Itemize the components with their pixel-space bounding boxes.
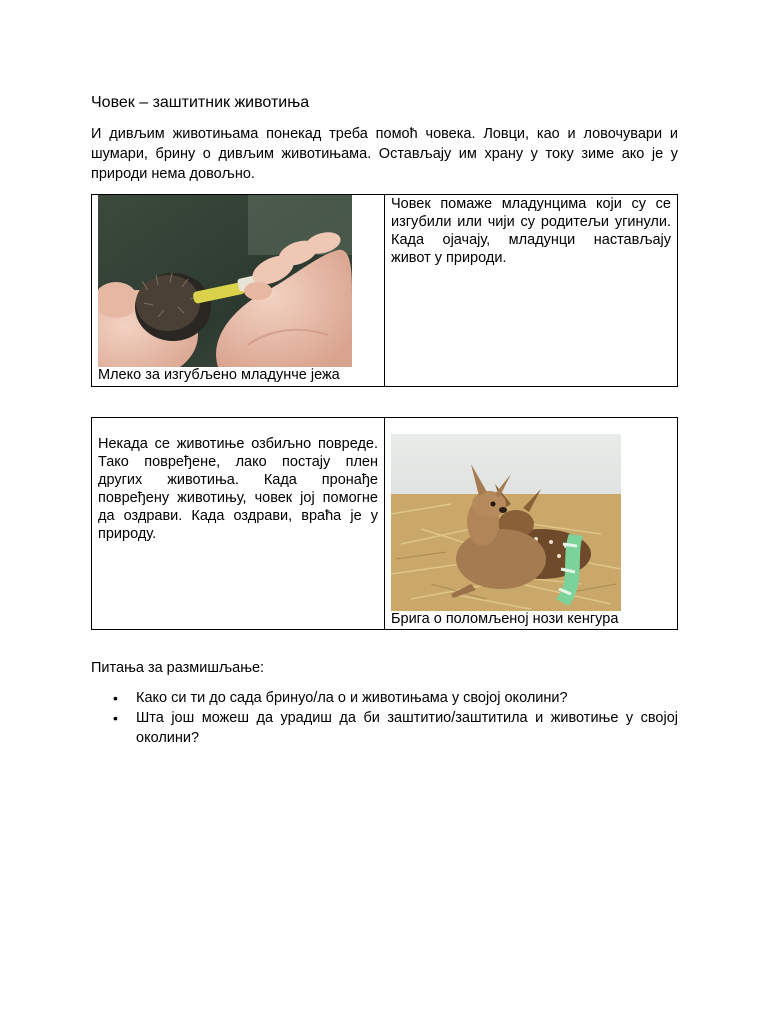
- questions-list: [91, 688, 678, 748]
- text-cell-fawn: [92, 418, 385, 630]
- photo-cell-hedgehog: [92, 195, 385, 387]
- bullet-icon: •: [113, 710, 118, 726]
- hedgehog-description: Човек помаже младунцима који су се изгубили или чији су родитељи угинули. Када ојачају, младунци настављају живот у природи.: [391, 196, 671, 266]
- hedgehog-photo-caption: Млеко за изгубљено младунче јежа: [98, 367, 340, 383]
- question-text: Шта још можеш да урадиш да би заштитио/заштитила и животиње у својој околини?: [136, 710, 678, 746]
- intro-paragraph: И дивљим животињама понекад треба помоћ човека. Ловци, као и ловочувари и шумари, брину о дивљим животињама. Остављају им храну у току зиме ако је у природи нема довољно.: [91, 126, 678, 182]
- list-item: [91, 708, 678, 748]
- question-text: Како си ти до сада бринуо/ла о и животињама у својој околини?: [136, 690, 568, 706]
- questions-heading: Питања за размишљање:: [91, 660, 265, 676]
- text-cell-hedgehog: [385, 195, 678, 387]
- hedgehog-feeding-photo: [98, 195, 352, 367]
- page-title: Човек – заштитник животиња: [91, 94, 310, 111]
- fawn-photo: [391, 434, 621, 611]
- fawn-photo-caption: Брига о поломљеној нози кенгура: [391, 611, 619, 627]
- injured-animal-description: Некада се животиње озбиљно повреде. Тако повређене, лако постају плен других животиња. Када пронађе повређену животињу, човек јој помогне да оздрави. Када оздрави, враћа је у природу.: [98, 436, 378, 542]
- info-table-fawn: [91, 417, 678, 630]
- list-item: [91, 688, 678, 708]
- info-table-hedgehog: [91, 194, 678, 387]
- bullet-icon: •: [113, 690, 118, 706]
- photo-cell-fawn: [385, 418, 678, 630]
